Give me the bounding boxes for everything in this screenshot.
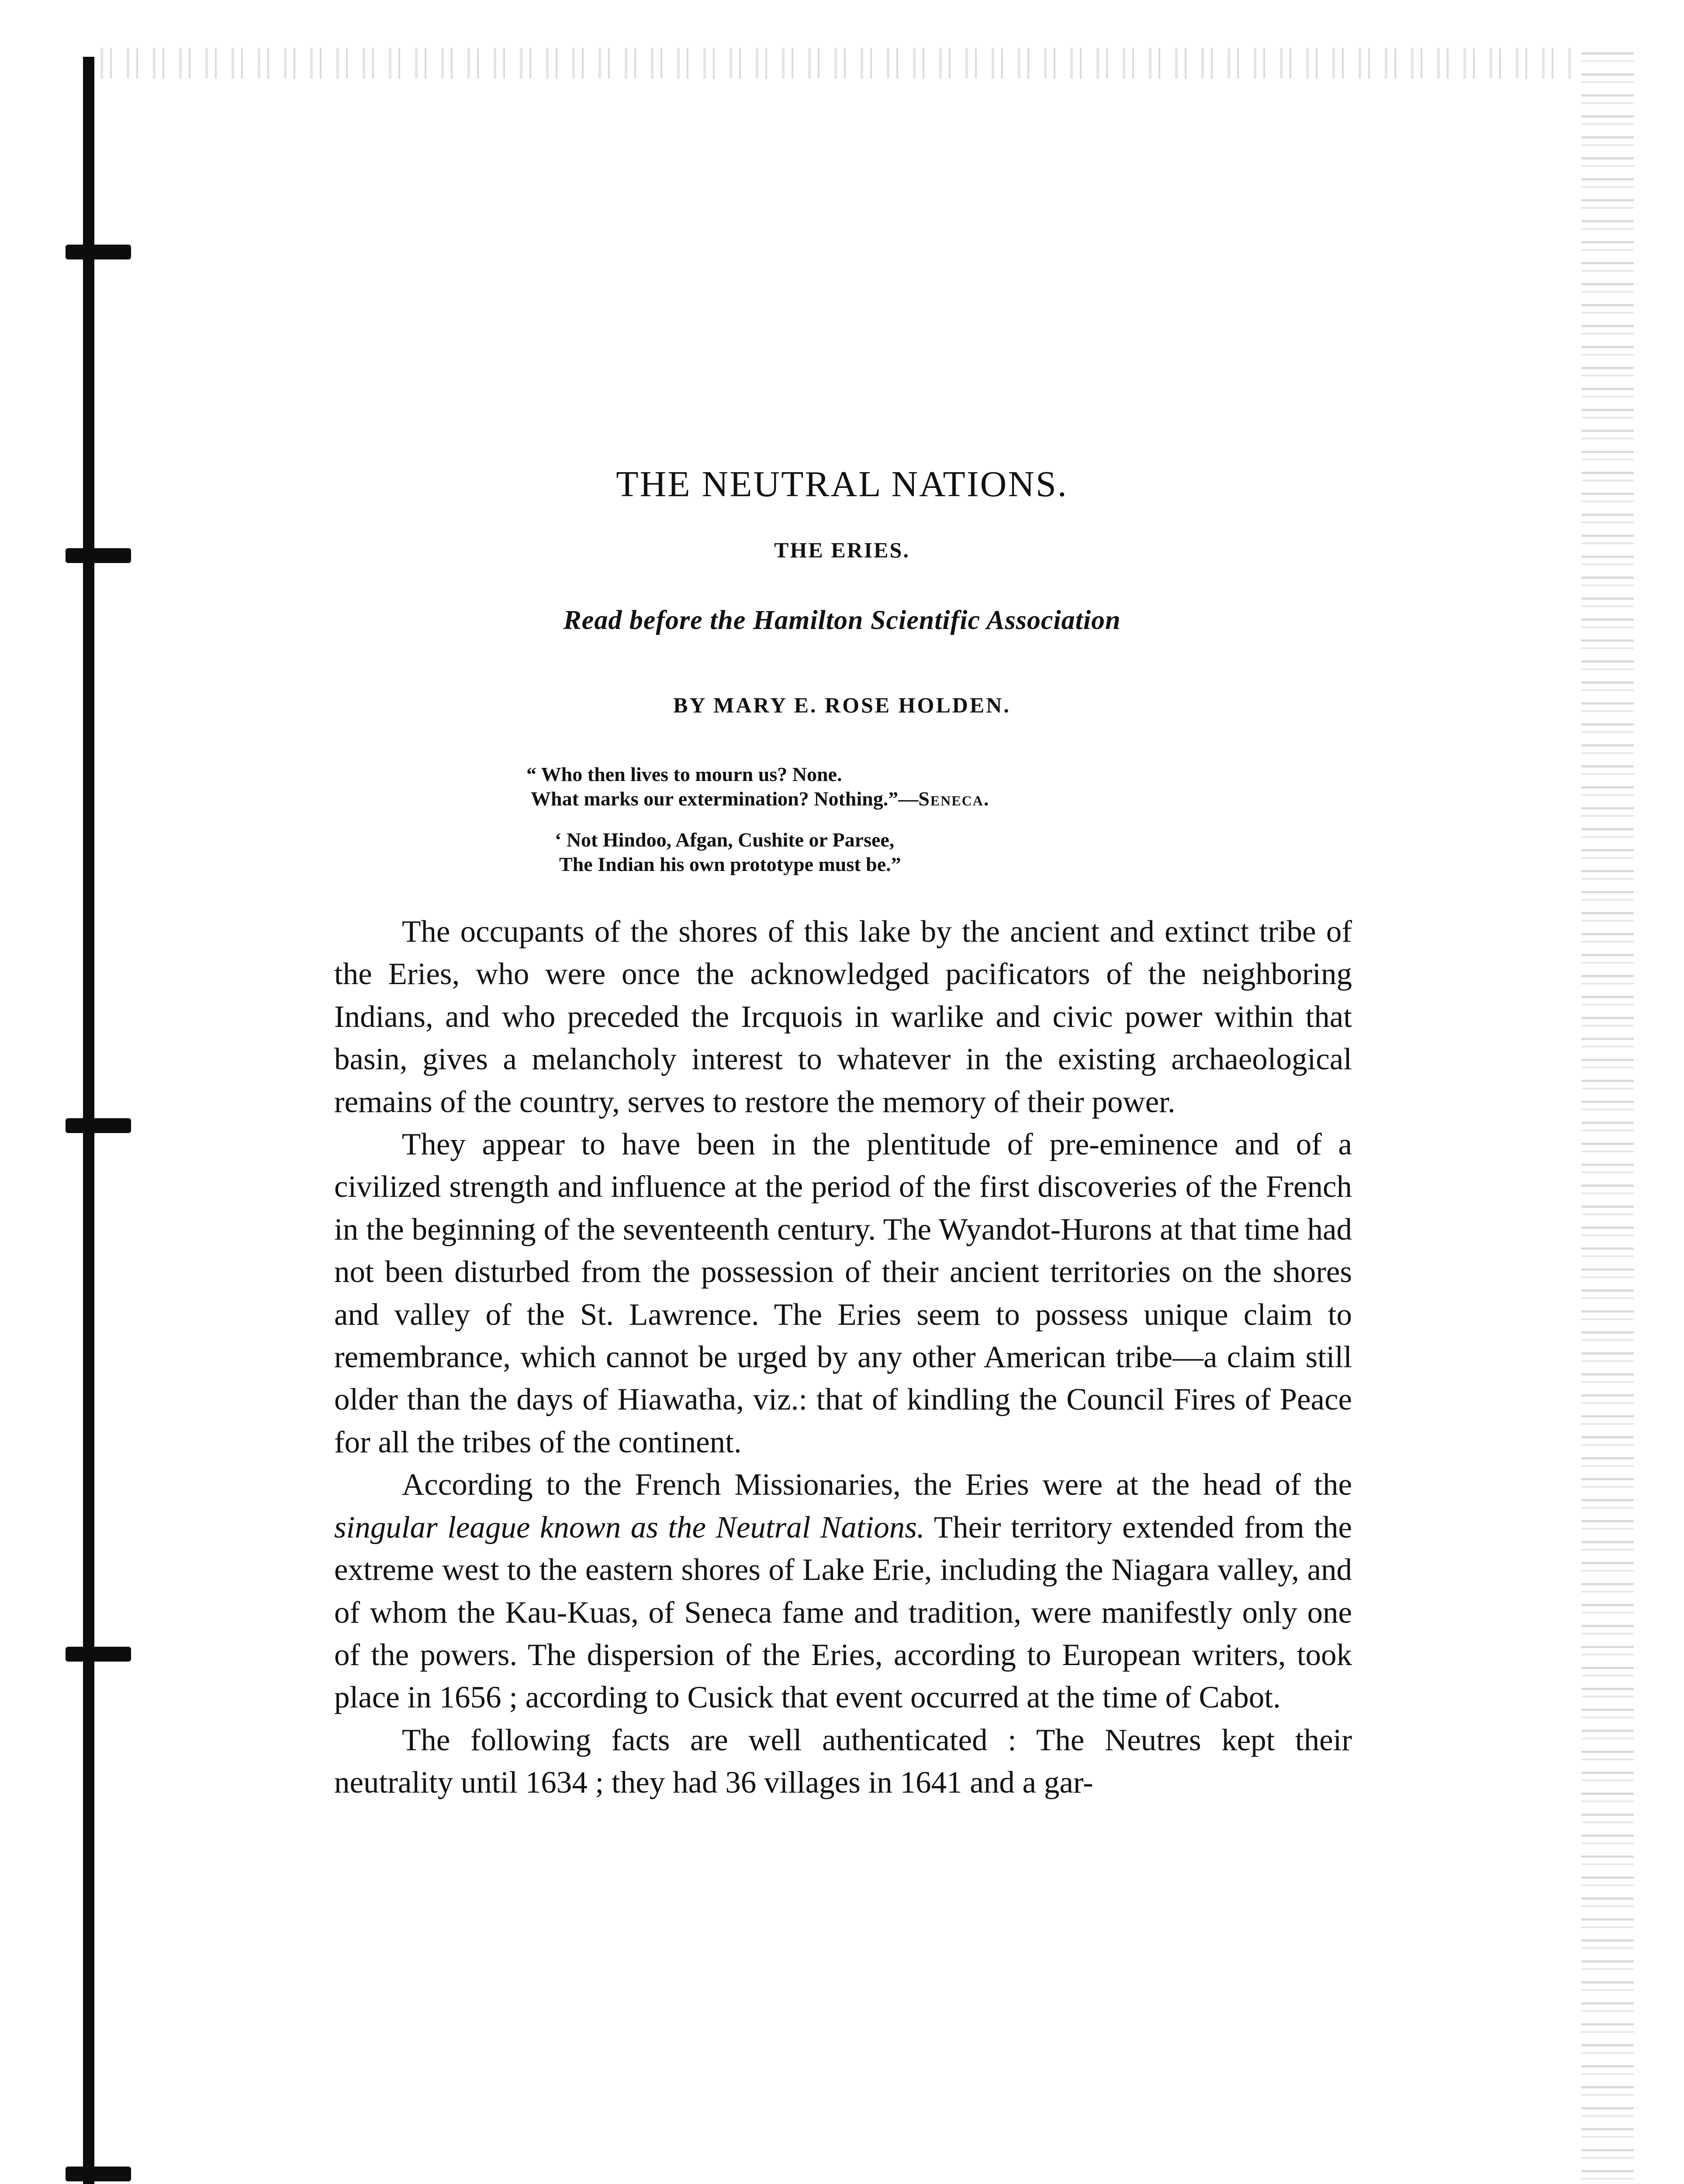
paragraph-text: Their territory extended from the extreme west to the eastern shores of Lake Erie, including the Niagara valley, and of whom the Kau-Kuas, of Seneca fame and tradition, were manifestly only one of the powers. The dispersion of the Eries, according to European writers, took place in 1656 ; according to Cusick that event occurred at the time of Cabot. [334, 1510, 1352, 1715]
body-paragraph: The occupants of the shores of this lake by the ancient and extinct tribe of the Eries, who were once the acknowledged pacificators of the neighboring Indians, and who preceded the Ircquois in warlike and civic power within that basin, gives a melancholy interest to whatever in the existing archaeological remains of the country, serves to restore the memory of their power. [334, 915, 1352, 1119]
epigraph-prototype [555, 828, 901, 877]
neutral-nations-emphasis: singular league known as the Neutral Nations. [334, 1510, 925, 1545]
epigraph-seneca [526, 762, 989, 811]
author-byline: BY MARY E. ROSE HOLDEN. [673, 693, 1011, 717]
article-body [334, 911, 1352, 1804]
scan-edge-right [1581, 52, 1634, 2184]
binding-tick [66, 1118, 131, 1133]
body-paragraph [334, 1464, 1352, 1719]
binding-tick [66, 2167, 131, 2181]
read-before-note: Read before the Hamilton Scientific Association [563, 605, 1121, 635]
binding-tick [66, 245, 131, 259]
epigraph-line-text: What marks our extermination? Nothing.”— [531, 788, 919, 810]
epigraph-line: ‘ Not Hindoo, Afgan, Cushite or Parsee, [555, 829, 895, 851]
epigraph-line: “ Who then lives to mourn us? None. [526, 763, 842, 785]
scan-edge-top [100, 48, 1577, 79]
document-subtitle: THE ERIES. [774, 538, 910, 562]
binding-tick [66, 1647, 131, 1662]
epigraph-attribution: Seneca. [918, 788, 990, 810]
document-title: THE NEUTRAL NATIONS. [616, 464, 1068, 505]
epigraph-line [526, 787, 989, 811]
body-paragraph: The following facts are well authenticated : The Neutres kept their neutrality until 1634 ; they had 36 villages in 1641 and a gar- [334, 1723, 1352, 1800]
paragraph-text: According to the French Missionaries, the Eries were at the head of the [402, 1468, 1352, 1502]
epigraph-line: The Indian his own prototype must be.” [559, 853, 901, 875]
body-paragraph: They appear to have been in the plentitude of pre-eminence and of a civilized strength and influence at the period of the first discoveries of the French in the beginning of the seventeenth century. The Wyandot-Hurons at that time had not been disturbed from the possession of their ancient territories on the shores and valley of the St. Lawrence. The Eries seem to possess unique claim to remembrance, which cannot be urged by any other American tribe—a claim still older than the days of Hiawatha, viz.: that of kindling the Council Fires of Peace for all the tribes of the continent. [334, 1127, 1352, 1459]
